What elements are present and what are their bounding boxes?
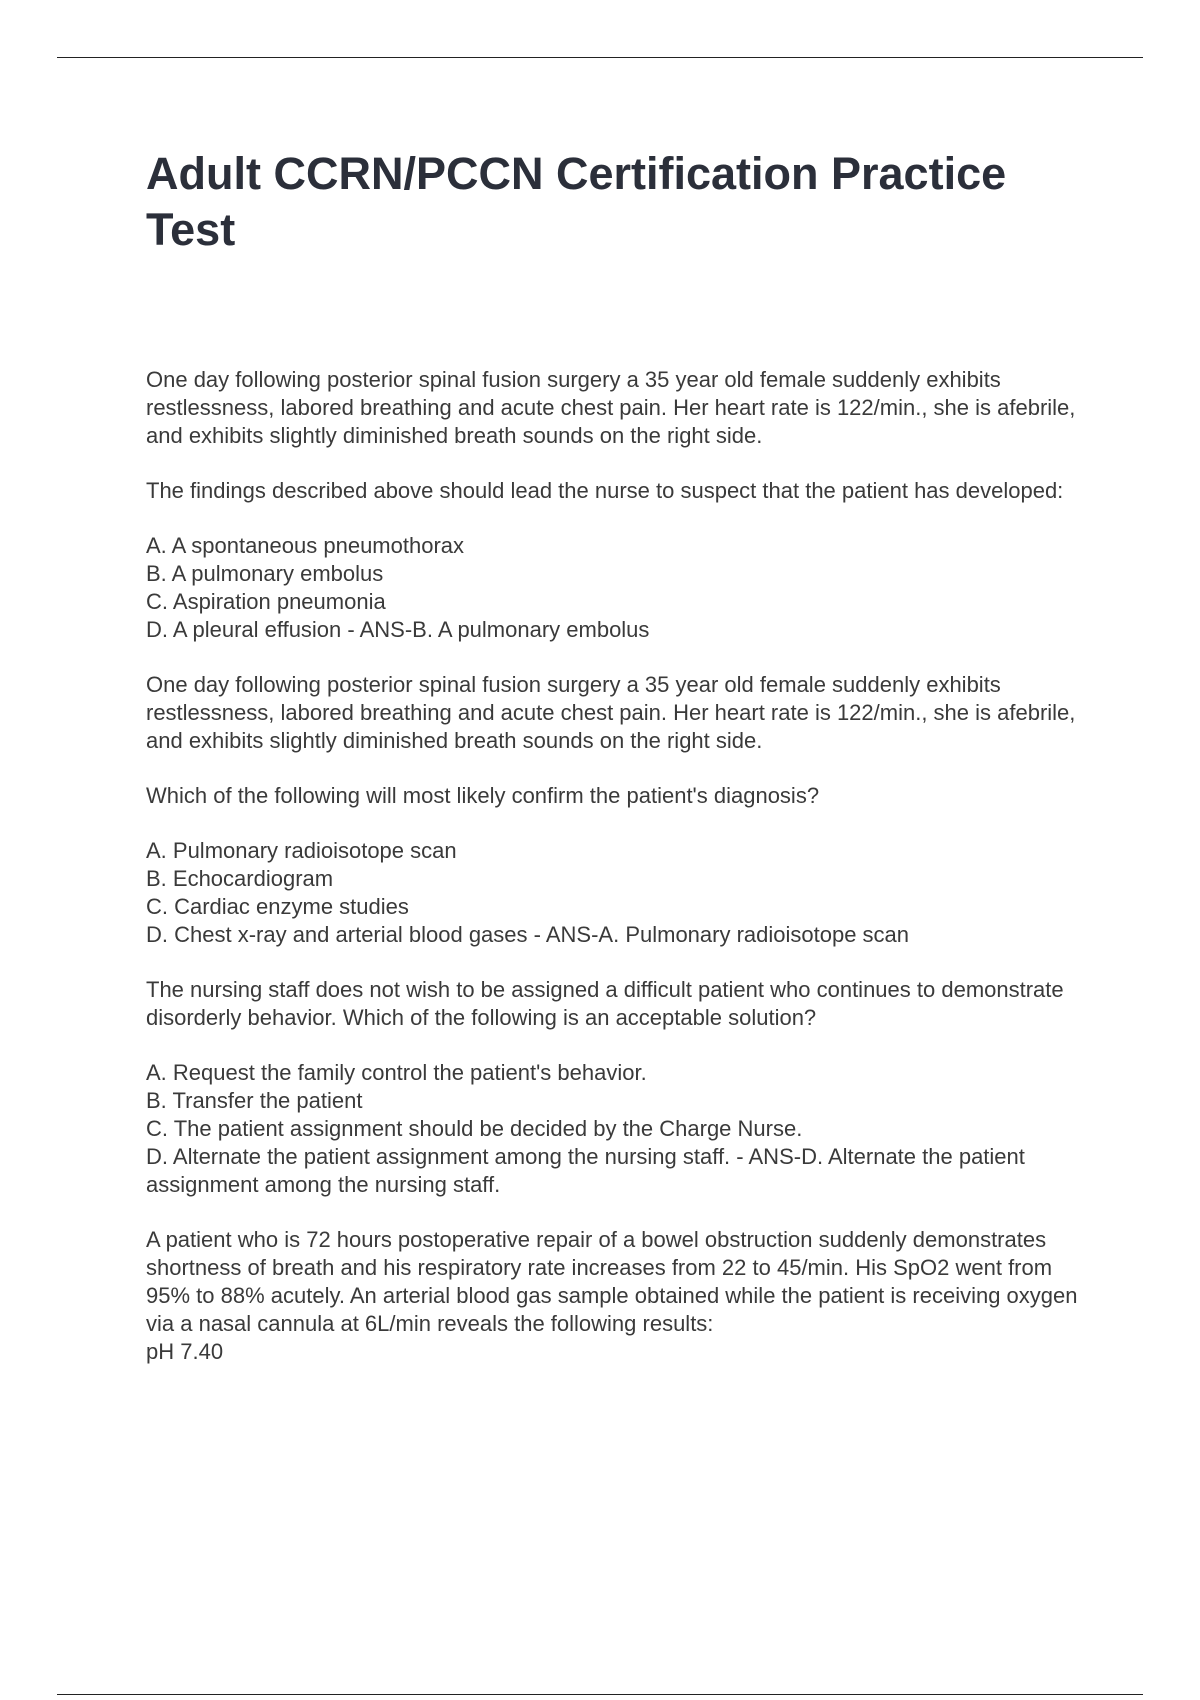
question-block-2 xyxy=(146,671,1096,949)
question-prompt: Which of the following will most likely confirm the patient's diagnosis? xyxy=(146,783,820,808)
answer-option: B. Transfer the patient xyxy=(146,1088,363,1113)
question-stem: One day following posterior spinal fusion surgery a 35 year old female suddenly exhibits restlessness, labored breathing and acute chest pain. Her heart rate is 122/min., she is afebrile, and exhibits slightly diminished breath sounds on the right side. xyxy=(146,672,1076,753)
question-block-3 xyxy=(146,976,1096,1199)
question-stem: The nursing staff does not wish to be assigned a difficult patient who continues to demonstrate disorderly behavior. Which of the following is an acceptable solution? xyxy=(146,977,1064,1030)
answer-option: D. Alternate the patient assignment among the nursing staff. - ANS-D. Alternate the patient assignment among the nursing staff. xyxy=(146,1144,1025,1197)
answer-option: B. A pulmonary embolus xyxy=(146,561,384,586)
answer-option: C. The patient assignment should be decided by the Charge Nurse. xyxy=(146,1116,803,1141)
question-block-4 xyxy=(146,1226,1096,1366)
answer-options xyxy=(146,532,1096,644)
answer-option: A. Pulmonary radioisotope scan xyxy=(146,838,457,863)
answer-options xyxy=(146,1059,1096,1199)
question-stem: One day following posterior spinal fusion surgery a 35 year old female suddenly exhibits restlessness, labored breathing and acute chest pain. Her heart rate is 122/min., she is afebrile, and exhibits slightly diminished breath sounds on the right side. xyxy=(146,367,1076,448)
answer-option: C. Aspiration pneumonia xyxy=(146,589,386,614)
question-prompt: The findings described above should lead the nurse to suspect that the patient has developed: xyxy=(146,478,1064,503)
question-list xyxy=(146,366,1096,1366)
answer-options xyxy=(146,837,1096,949)
answer-option: A. A spontaneous pneumothorax xyxy=(146,533,465,558)
question-block-1 xyxy=(146,366,1096,644)
document-title: Adult CCRN/PCCN Certification Practice Test xyxy=(146,148,1007,255)
answer-option: D. A pleural effusion - ANS-B. A pulmonary embolus xyxy=(146,617,650,642)
bottom-rule xyxy=(57,1694,1143,1695)
question-stem: A patient who is 72 hours postoperative repair of a bowel obstruction suddenly demonstrates shortness of breath and his respiratory rate increases from 22 to 45/min. His SpO2 went from 95% to 88% acutely. An arterial blood gas sample obtained while the patient is receiving oxygen via a nasal cannula at 6L/min reveals the following results: xyxy=(146,1227,1078,1336)
answer-option: C. Cardiac enzyme studies xyxy=(146,894,409,919)
lab-value-line: pH 7.40 xyxy=(146,1339,224,1364)
top-rule xyxy=(57,57,1143,58)
document-body xyxy=(146,146,1096,1393)
answer-option: A. Request the family control the patient's behavior. xyxy=(146,1060,647,1085)
answer-option: D. Chest x-ray and arterial blood gases - ANS-A. Pulmonary radioisotope scan xyxy=(146,922,910,947)
answer-option: B. Echocardiogram xyxy=(146,866,334,891)
